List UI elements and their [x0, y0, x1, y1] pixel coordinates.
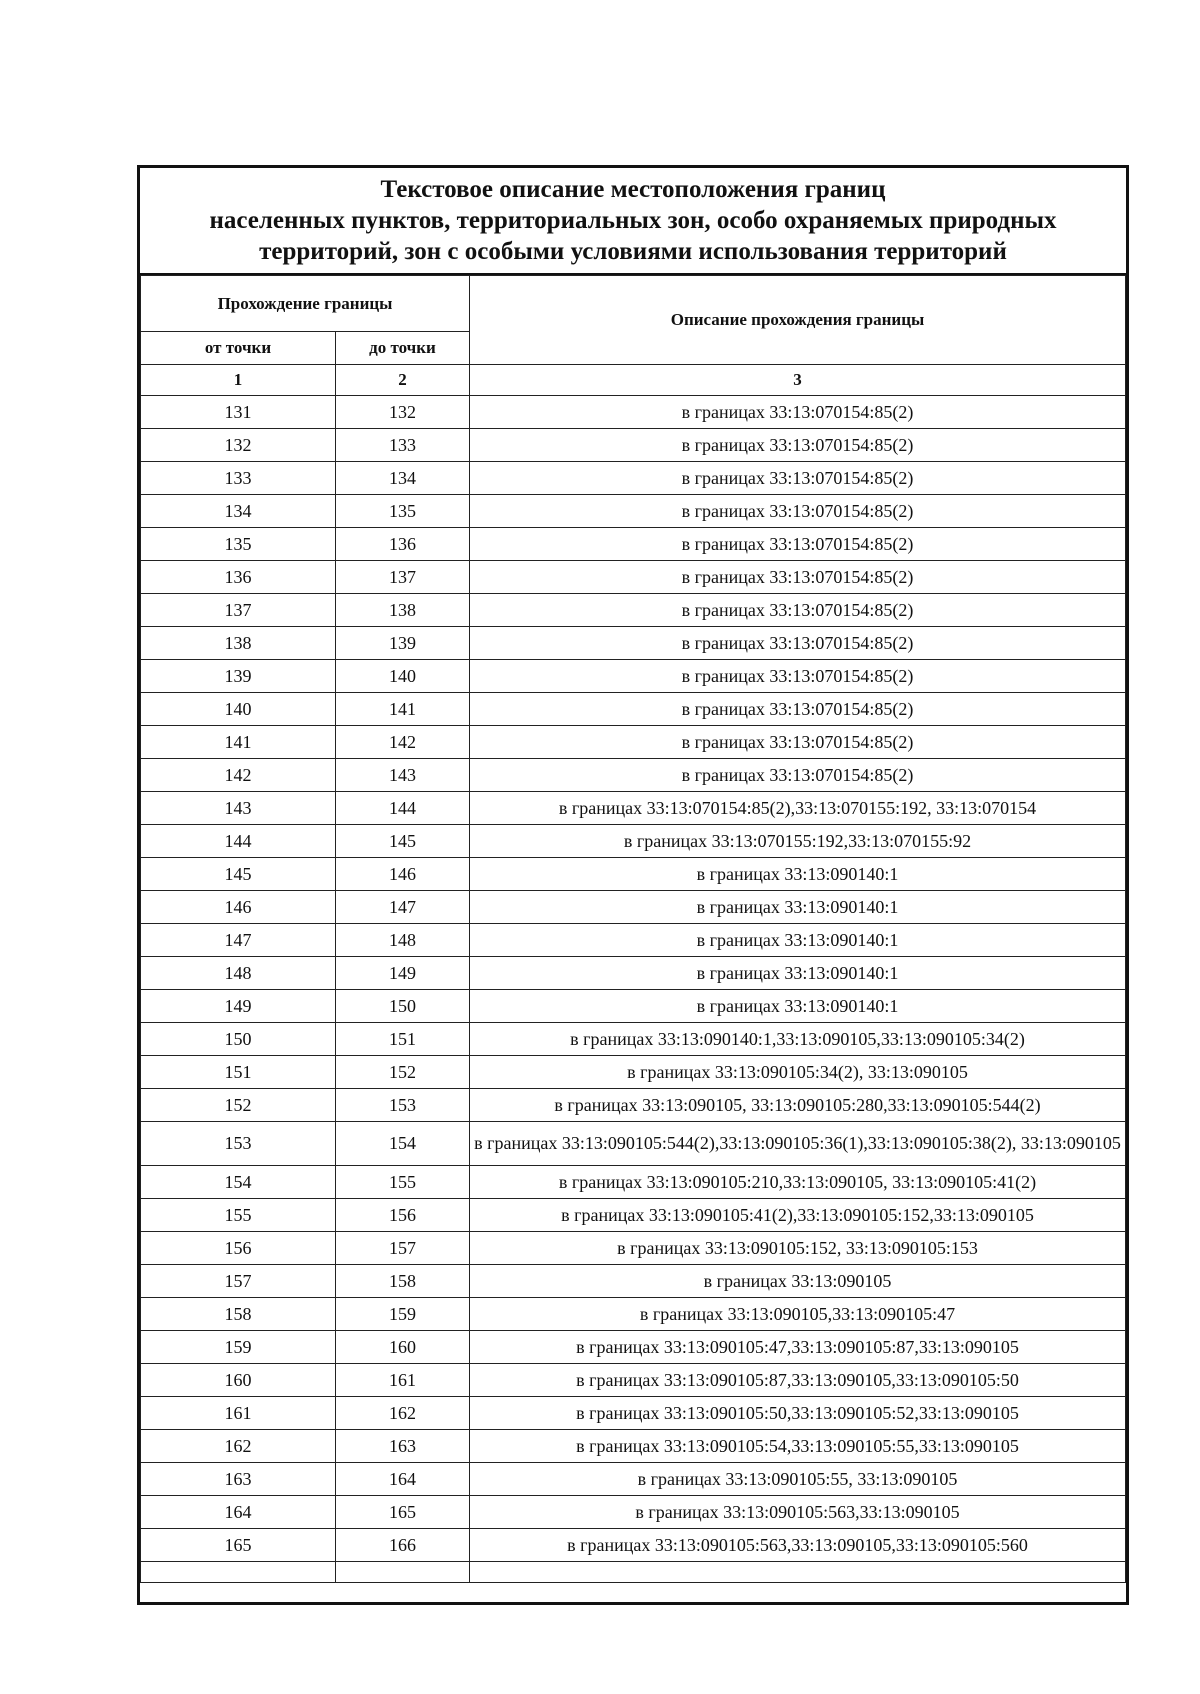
table-row: [141, 627, 1126, 660]
row-from-point: 147: [141, 924, 336, 957]
empty-cell: [470, 1562, 1126, 1583]
row-from-point: 154: [141, 1166, 336, 1199]
empty-row: [141, 1562, 1126, 1583]
row-description: в границах 33:13:090105:152, 33:13:090105:153: [470, 1232, 1126, 1265]
row-description: в границах 33:13:090140:1: [470, 858, 1126, 891]
row-description: в границах 33:13:090140:1: [470, 957, 1126, 990]
row-description: в границах 33:13:070154:85(2): [470, 495, 1126, 528]
table-row: [141, 792, 1126, 825]
table-row: [141, 594, 1126, 627]
row-description: в границах 33:13:070154:85(2): [470, 396, 1126, 429]
header-description: Описание прохождения границы: [470, 276, 1126, 365]
row-to-point: 134: [336, 462, 470, 495]
row-from-point: 161: [141, 1397, 336, 1430]
boundary-description-sheet: [137, 165, 1129, 1605]
column-number-1: 1: [141, 365, 336, 396]
row-description: в границах 33:13:090105:54,33:13:090105:55,33:13:090105: [470, 1430, 1126, 1463]
row-to-point: 142: [336, 726, 470, 759]
row-to-point: 150: [336, 990, 470, 1023]
row-description: в границах 33:13:070154:85(2): [470, 759, 1126, 792]
row-from-point: 134: [141, 495, 336, 528]
column-number-3: 3: [470, 365, 1126, 396]
row-to-point: 148: [336, 924, 470, 957]
row-to-point: 146: [336, 858, 470, 891]
row-from-point: 139: [141, 660, 336, 693]
row-description: в границах 33:13:070154:85(2): [470, 660, 1126, 693]
row-description: в границах 33:13:090105:55, 33:13:090105: [470, 1463, 1126, 1496]
row-description: в границах 33:13:090105:210,33:13:090105, 33:13:090105:41(2): [470, 1166, 1126, 1199]
row-to-point: 136: [336, 528, 470, 561]
row-from-point: 135: [141, 528, 336, 561]
row-description: в границах 33:13:090105:47,33:13:090105:87,33:13:090105: [470, 1331, 1126, 1364]
table-row: [141, 1529, 1126, 1562]
row-to-point: 166: [336, 1529, 470, 1562]
table-row: [141, 1397, 1126, 1430]
row-to-point: 163: [336, 1430, 470, 1463]
row-from-point: 155: [141, 1199, 336, 1232]
row-from-point: 146: [141, 891, 336, 924]
row-description: в границах 33:13:070154:85(2): [470, 462, 1126, 495]
row-to-point: 156: [336, 1199, 470, 1232]
row-to-point: 147: [336, 891, 470, 924]
row-to-point: 135: [336, 495, 470, 528]
row-from-point: 153: [141, 1122, 336, 1166]
row-from-point: 140: [141, 693, 336, 726]
row-from-point: 133: [141, 462, 336, 495]
header-passage: Прохождение границы: [141, 276, 470, 332]
table-row: [141, 1199, 1126, 1232]
row-description: в границах 33:13:090105:563,33:13:090105,33:13:090105:560: [470, 1529, 1126, 1562]
table-row: [141, 1056, 1126, 1089]
row-description: в границах 33:13:070154:85(2): [470, 726, 1126, 759]
table-row: [141, 660, 1126, 693]
row-description: в границах 33:13:070155:192,33:13:070155:92: [470, 825, 1126, 858]
table-row: [141, 858, 1126, 891]
header-to-point: до точки: [336, 332, 470, 365]
row-to-point: 139: [336, 627, 470, 660]
table-row: [141, 1298, 1126, 1331]
row-to-point: 138: [336, 594, 470, 627]
document-title: [140, 168, 1126, 275]
row-description: в границах 33:13:070154:85(2): [470, 627, 1126, 660]
row-to-point: 157: [336, 1232, 470, 1265]
row-from-point: 141: [141, 726, 336, 759]
table-row: [141, 1089, 1126, 1122]
row-from-point: 143: [141, 792, 336, 825]
table-row: [141, 1430, 1126, 1463]
row-from-point: 149: [141, 990, 336, 1023]
title-line-3: территорий, зон с особыми условиями использования территорий: [259, 238, 1007, 265]
row-from-point: 150: [141, 1023, 336, 1056]
row-from-point: 138: [141, 627, 336, 660]
table-row: [141, 1166, 1126, 1199]
row-to-point: 133: [336, 429, 470, 462]
row-description: в границах 33:13:090105:34(2), 33:13:090105: [470, 1056, 1126, 1089]
row-description: в границах 33:13:090140:1: [470, 990, 1126, 1023]
row-description: в границах 33:13:090140:1,33:13:090105,33:13:090105:34(2): [470, 1023, 1126, 1056]
row-to-point: 143: [336, 759, 470, 792]
table-row: [141, 1331, 1126, 1364]
row-from-point: 131: [141, 396, 336, 429]
row-to-point: 141: [336, 693, 470, 726]
row-from-point: 164: [141, 1496, 336, 1529]
row-description: в границах 33:13:090140:1: [470, 924, 1126, 957]
table-row: [141, 561, 1126, 594]
title-line-2: населенных пунктов, территориальных зон, особо охраняемых природных: [209, 207, 1057, 234]
row-description: в границах 33:13:090105:50,33:13:090105:52,33:13:090105: [470, 1397, 1126, 1430]
row-description: в границах 33:13:090105, 33:13:090105:280,33:13:090105:544(2): [470, 1089, 1126, 1122]
row-from-point: 137: [141, 594, 336, 627]
row-from-point: 148: [141, 957, 336, 990]
row-description: в границах 33:13:090140:1: [470, 891, 1126, 924]
table-row: [141, 1023, 1126, 1056]
column-number-2: 2: [336, 365, 470, 396]
table-row: [141, 891, 1126, 924]
row-from-point: 136: [141, 561, 336, 594]
row-description: в границах 33:13:070154:85(2): [470, 693, 1126, 726]
row-description: в границах 33:13:090105: [470, 1265, 1126, 1298]
row-to-point: 140: [336, 660, 470, 693]
row-from-point: 132: [141, 429, 336, 462]
row-from-point: 142: [141, 759, 336, 792]
row-description: в границах 33:13:090105:41(2),33:13:090105:152,33:13:090105: [470, 1199, 1126, 1232]
empty-cell: [336, 1562, 470, 1583]
row-from-point: 156: [141, 1232, 336, 1265]
header-from-point: от точки: [141, 332, 336, 365]
row-description: в границах 33:13:090105:544(2),33:13:090105:36(1),33:13:090105:38(2), 33:13:090105: [470, 1122, 1126, 1166]
row-to-point: 149: [336, 957, 470, 990]
row-from-point: 152: [141, 1089, 336, 1122]
row-to-point: 159: [336, 1298, 470, 1331]
table-row: [141, 1265, 1126, 1298]
table-row: [141, 528, 1126, 561]
boundary-table: [140, 275, 1126, 1583]
row-description: в границах 33:13:070154:85(2): [470, 594, 1126, 627]
row-to-point: 160: [336, 1331, 470, 1364]
row-description: в границах 33:13:070154:85(2),33:13:070155:192, 33:13:070154: [470, 792, 1126, 825]
table-row: [141, 462, 1126, 495]
table-row: [141, 396, 1126, 429]
table-row: [141, 957, 1126, 990]
row-to-point: 151: [336, 1023, 470, 1056]
row-from-point: 159: [141, 1331, 336, 1364]
row-from-point: 162: [141, 1430, 336, 1463]
row-to-point: 165: [336, 1496, 470, 1529]
row-to-point: 158: [336, 1265, 470, 1298]
table-row: [141, 990, 1126, 1023]
row-from-point: 163: [141, 1463, 336, 1496]
row-to-point: 153: [336, 1089, 470, 1122]
table-row: [141, 429, 1126, 462]
table-row: [141, 924, 1126, 957]
table-row: [141, 1122, 1126, 1166]
row-to-point: 164: [336, 1463, 470, 1496]
row-from-point: 151: [141, 1056, 336, 1089]
row-to-point: 144: [336, 792, 470, 825]
table-row: [141, 726, 1126, 759]
table-row: [141, 1232, 1126, 1265]
row-from-point: 160: [141, 1364, 336, 1397]
row-description: в границах 33:13:090105:563,33:13:090105: [470, 1496, 1126, 1529]
row-from-point: 157: [141, 1265, 336, 1298]
title-line-1: Текстовое описание местоположения границ: [380, 176, 886, 203]
table-row: [141, 825, 1126, 858]
row-to-point: 137: [336, 561, 470, 594]
row-to-point: 132: [336, 396, 470, 429]
row-to-point: 145: [336, 825, 470, 858]
row-to-point: 161: [336, 1364, 470, 1397]
row-from-point: 144: [141, 825, 336, 858]
row-from-point: 165: [141, 1529, 336, 1562]
row-description: в границах 33:13:070154:85(2): [470, 528, 1126, 561]
table-row: [141, 693, 1126, 726]
table-row: [141, 1463, 1126, 1496]
table-row: [141, 759, 1126, 792]
table-row: [141, 1364, 1126, 1397]
table-row: [141, 495, 1126, 528]
row-description: в границах 33:13:090105:87,33:13:090105,33:13:090105:50: [470, 1364, 1126, 1397]
row-to-point: 155: [336, 1166, 470, 1199]
row-description: в границах 33:13:070154:85(2): [470, 429, 1126, 462]
empty-cell: [141, 1562, 336, 1583]
table-row: [141, 1496, 1126, 1529]
row-description: в границах 33:13:070154:85(2): [470, 561, 1126, 594]
row-description: в границах 33:13:090105,33:13:090105:47: [470, 1298, 1126, 1331]
row-from-point: 158: [141, 1298, 336, 1331]
row-to-point: 152: [336, 1056, 470, 1089]
row-to-point: 154: [336, 1122, 470, 1166]
row-to-point: 162: [336, 1397, 470, 1430]
row-from-point: 145: [141, 858, 336, 891]
